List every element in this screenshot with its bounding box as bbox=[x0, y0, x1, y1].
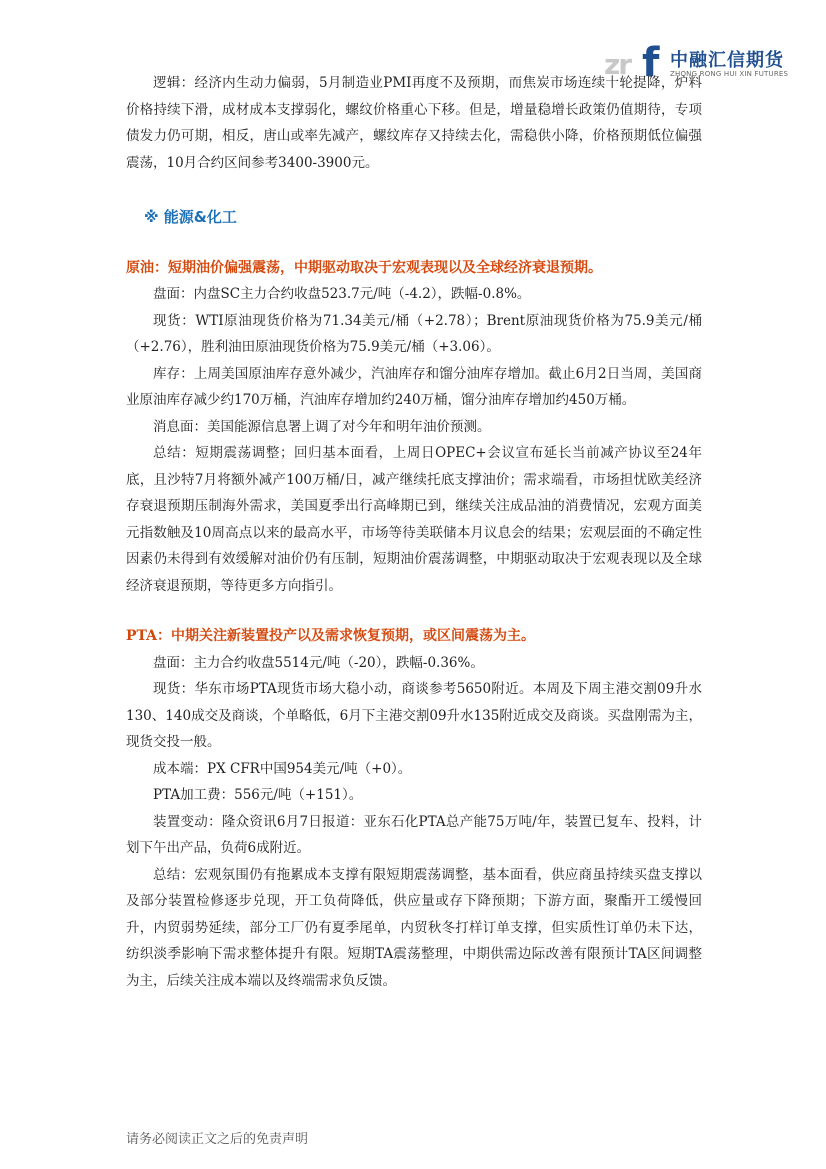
crude-news-paragraph: 消息面：美国能源信息署上调了对今年和明年油价预测。 bbox=[153, 418, 491, 435]
pta-plant-change-paragraph: 装置变动：隆众资讯6月7日报道：亚东石化PTA总产能75万吨/年，装置已复车、投料，计划下午出产品，负荷6成附近。 bbox=[126, 813, 702, 856]
disclaimer-note: 请务必阅读正文之后的免责声明 bbox=[126, 1132, 309, 1147]
pta-processing-fee-paragraph: PTA加工费：556元/吨（+151）。 bbox=[153, 787, 363, 803]
pta-headline: PTA：中期关注新装置投产以及需求恢复预期，或区间震荡为主。 bbox=[126, 628, 536, 644]
pta-spot-paragraph: 现货：华东市场PTA现货市场大稳小动，商谈参考5650附近。本周及下周主港交割09升水130、140成交及商谈，个单略低，6月下主港交割09升水135附近成交及商谈。买盘刚需为主，现货交投一般。 bbox=[126, 681, 702, 750]
company-name-en: ZHONG RONG HUI XIN FUTURES bbox=[670, 70, 789, 78]
pta-cost-paragraph: 成本端：PX CFR中国954美元/吨（+0）。 bbox=[153, 760, 412, 777]
pta-futures-paragraph: 盘面：主力合约收盘5514元/吨（-20），跌幅-0.36%。 bbox=[153, 654, 484, 671]
logo-letter: f bbox=[642, 40, 660, 86]
crude-futures-paragraph: 盘面：内盘SC主力合约收盘523.7元/吨（-4.2），跌幅-0.8%。 bbox=[153, 286, 531, 302]
energy-chemical-section-title: ※ 能源&化工 bbox=[144, 208, 237, 226]
crude-inventory-paragraph: 库存：上周美国原油库存意外减少，汽油库存和馏分油库存增加。截止6月2日当周，美国商业原油库存减少约170万桶，汽油库存增加约240万桶，馏分油库存增加约450万桶。 bbox=[126, 365, 702, 408]
crude-spot-paragraph: 现货：WTI原油现货价格为71.34美元/桶（+2.78）；Brent原油现货价格为75.9美元/桶（+2.76），胜利油田原油现货价格为75.9美元/桶（+3.06）。 bbox=[126, 312, 702, 355]
crude-summary-paragraph: 总结：短期震荡调整；回归基本面看，上周日OPEC+会议宣布延长当前减产协议至24年底，且沙特7月将额外减产100万桶/日，减产继续托底支撑油价；需求端看，市场担忧欧美经济存衰退预期压制海外需求，美国夏季出行高峰期已到，继续关注成品油的消费情况，宏观方面美元指数触及10周高点以来的最高水平，市场等待美联储本月议息会的结果；宏观层面的不确定性因素仍未得到有效缓解对油价仍有压制，短期油价震荡调整，中期驱动取决于宏观表现以及全球经济衰退预期，等待更多方向指引。 bbox=[126, 445, 702, 594]
crude-oil-headline: 原油：短期油价偏强震荡，中期驱动取决于宏观表现以及全球经济衰退预期。 bbox=[126, 259, 602, 276]
steel-logic-paragraph: 逻辑：经济内生动力偏弱，5月制造业PMI再度不及预期，而焦炭市场连续十轮提降，炉料价格持续下滑，成材成本支撑弱化，螺纹价格重心下移。但是，增量稳增长政策仍值期待，专项债发力仍可期，相反，唐山或率先减产，螺纹库存又持续去化，需稳供小降，价格预期低位偏强震荡，10月合约区间参考3400-3900元。 bbox=[126, 75, 702, 171]
company-name-cn: 中融汇信期货 bbox=[670, 50, 784, 71]
logo-mark: zr bbox=[604, 48, 631, 81]
pta-summary-paragraph: 总结：宏观氛围仍有拖累成本支撑有限短期震荡调整，基本面看，供应商虽持续买盘支撑以及部分装置检修逐步兑现，开工负荷降低，供应量或存下降预期；下游方面，聚酯开工缓慢回升，内贸弱势延续，部分工厂仍有夏季尾单，内贸秋冬打样订单支撑，但实质性订单仍未下达，纺织淡季影响下需求整体提升有限。短期TA震荡整理，中期供需边际改善有限预计TA区间调整为主，后续关注成本端以及终端需求负反馈。 bbox=[126, 866, 702, 989]
report-body bbox=[126, 70, 702, 994]
